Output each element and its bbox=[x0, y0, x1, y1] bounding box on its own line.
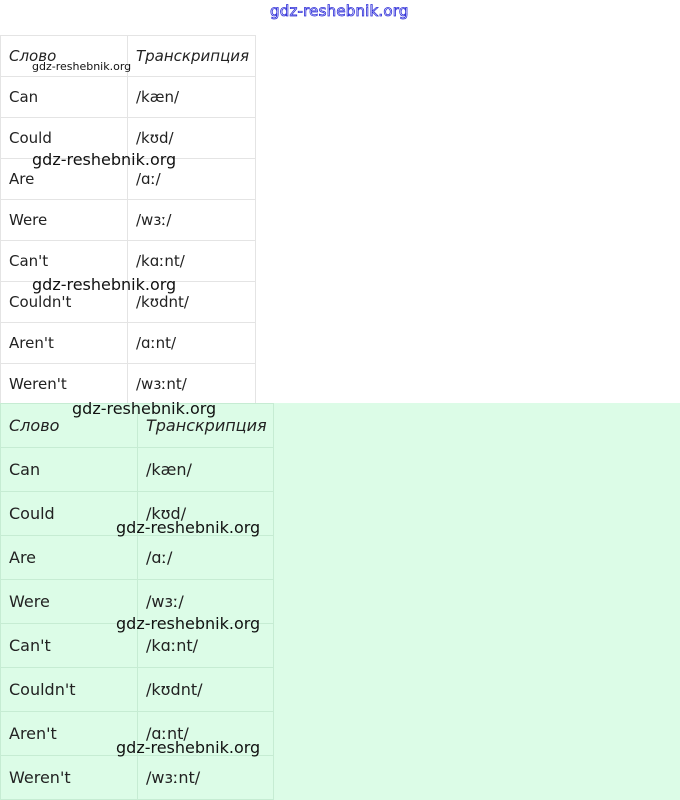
word-cell: Were bbox=[1, 200, 128, 241]
watermark-text: gdz-reshebnik.org bbox=[72, 399, 217, 418]
table-row bbox=[1, 448, 274, 492]
transcription-cell: /wɜː/ bbox=[138, 580, 274, 624]
site-watermark: gdz-reshebnik.org bbox=[270, 2, 409, 20]
word-cell: Could bbox=[1, 492, 138, 536]
column-header-transcription: Транскрипция bbox=[138, 404, 274, 448]
vocabulary-table-top bbox=[0, 35, 256, 405]
transcription-cell: /kæn/ bbox=[138, 448, 274, 492]
column-header-word: Слово bbox=[1, 36, 128, 77]
transcription-cell: /kæn/ bbox=[128, 77, 256, 118]
watermark-text: gdz-reshebnik.org bbox=[116, 738, 261, 757]
transcription-cell: /kɑːnt/ bbox=[138, 624, 274, 668]
transcription-cell: /kʊdnt/ bbox=[128, 282, 256, 323]
transcription-cell: /wɜːnt/ bbox=[128, 364, 256, 405]
word-cell: Couldn't bbox=[1, 668, 138, 712]
word-cell: Can't bbox=[1, 241, 128, 282]
watermark-text: gdz-reshebnik.org bbox=[32, 275, 177, 294]
transcription-cell: /wɜːnt/ bbox=[138, 756, 274, 800]
column-header-transcription: Транскрипция bbox=[128, 36, 256, 77]
transcription-cell: /ɑːnt/ bbox=[128, 323, 256, 364]
table-row bbox=[1, 77, 256, 118]
transcription-cell: /wɜː/ bbox=[128, 200, 256, 241]
word-cell: Weren't bbox=[1, 364, 128, 405]
column-header-word: Слово bbox=[1, 404, 138, 448]
word-cell: Couldn't bbox=[1, 282, 128, 323]
word-cell: Are bbox=[1, 159, 128, 200]
word-cell: Can't bbox=[1, 624, 138, 668]
table-row bbox=[1, 200, 256, 241]
transcription-cell: /ɑː/ bbox=[138, 536, 274, 580]
table-row bbox=[1, 756, 274, 800]
word-cell: Aren't bbox=[1, 323, 128, 364]
transcription-cell: /ɑːnt/ bbox=[138, 712, 274, 756]
word-cell: Weren't bbox=[1, 756, 138, 800]
word-cell: Aren't bbox=[1, 712, 138, 756]
word-cell: Are bbox=[1, 536, 138, 580]
table-row bbox=[1, 323, 256, 364]
transcription-cell: /kɑːnt/ bbox=[128, 241, 256, 282]
watermark-text: gdz-reshebnik.org bbox=[116, 614, 261, 633]
transcription-cell: /ɑː/ bbox=[128, 159, 256, 200]
watermark-text: gdz-reshebnik.org bbox=[32, 150, 177, 169]
word-cell: Can bbox=[1, 448, 138, 492]
word-cell: Can bbox=[1, 77, 128, 118]
watermark-text: gdz-reshebnik.org bbox=[116, 518, 261, 537]
table-row bbox=[1, 668, 274, 712]
watermark-text: gdz-reshebnik.org bbox=[32, 60, 132, 73]
word-cell: Were bbox=[1, 580, 138, 624]
transcription-cell: /kʊd/ bbox=[138, 492, 274, 536]
transcription-cell: /kʊdnt/ bbox=[138, 668, 274, 712]
transcription-cell: /kʊd/ bbox=[128, 118, 256, 159]
word-cell: Could bbox=[1, 118, 128, 159]
table-row bbox=[1, 536, 274, 580]
